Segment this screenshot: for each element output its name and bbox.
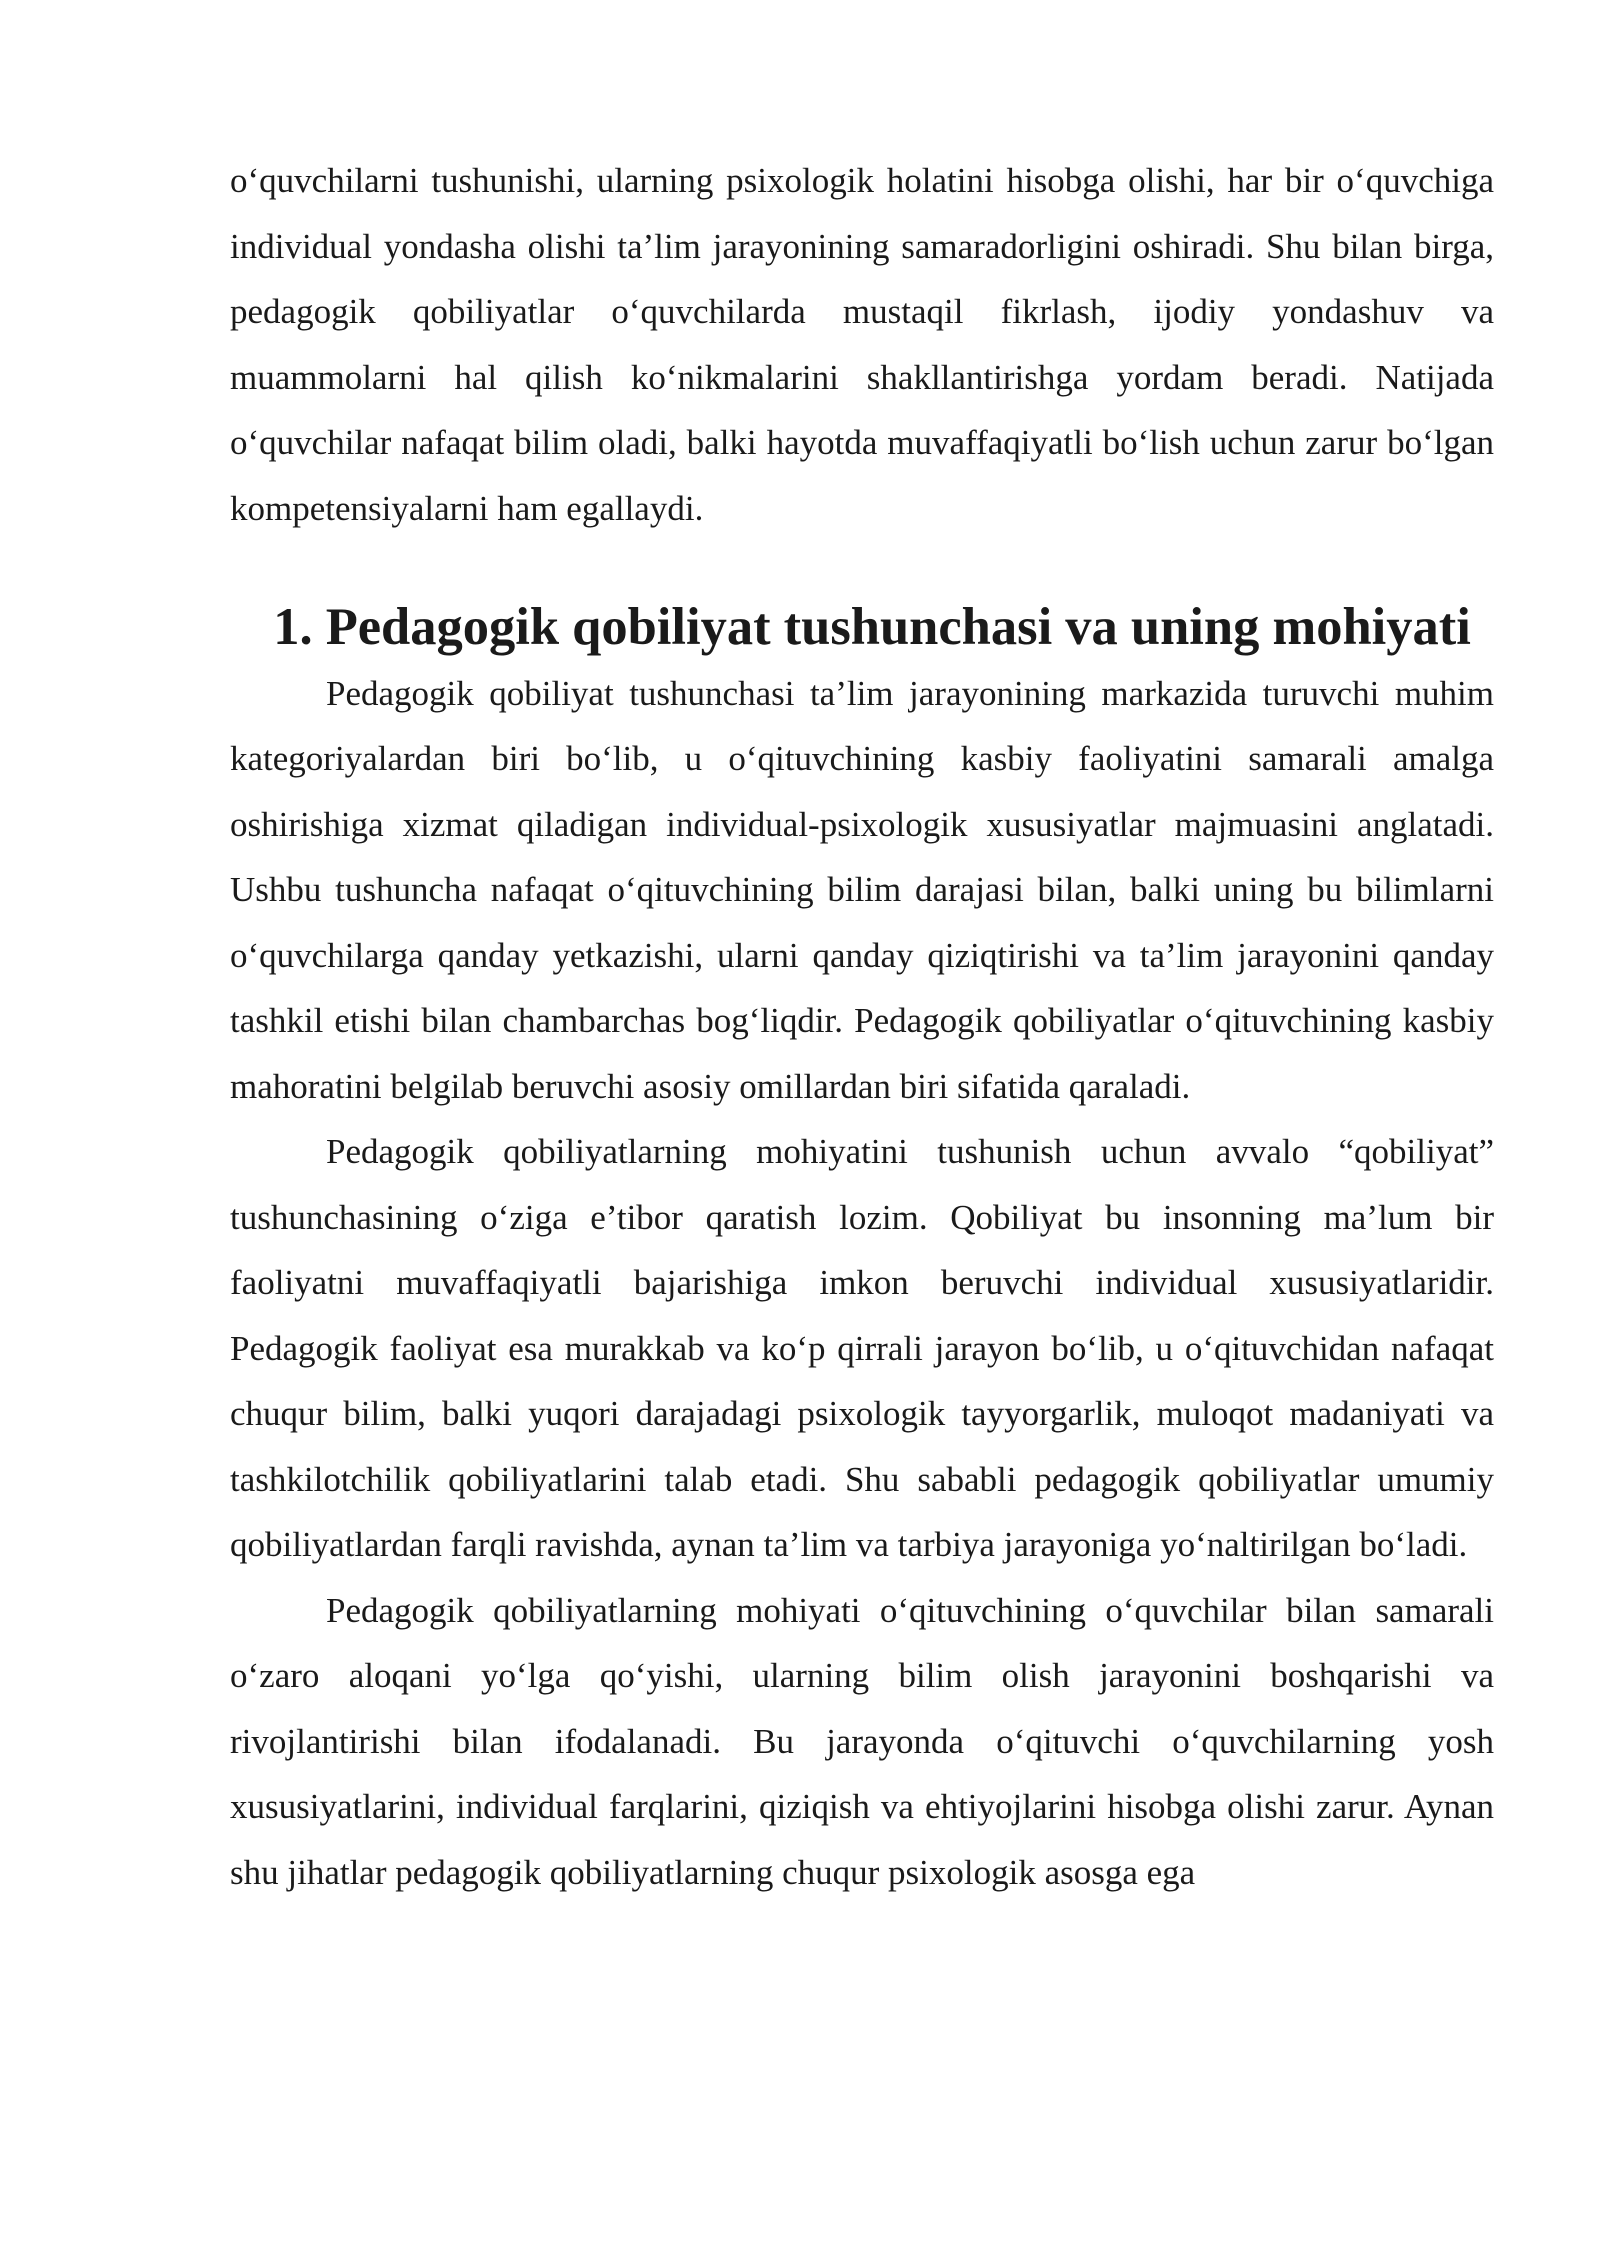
section-heading: 1. Pedagogik qobiliyat tushunchasi va uning mohiyati (273, 598, 1471, 656)
document-body (230, 148, 1494, 1905)
body-paragraph-3: Pedagogik qobiliyatlarning mohiyati o‘qituvchining o‘quvchilar bilan samarali o‘zaro aloqani yo‘lga qo‘yishi, ularning bilim olish jarayonini boshqarishi va rivojlantirishi bilan ifodalanadi. Bu jarayonda o‘qituvchi o‘quvchilarning yosh xususiyatlarini, individual farqlarini, qiziqish va ehtiyojlarini hisobga olishi zarur. Aynan shu jihatlar pedagogik qobiliyatlarning chuqur psixologik asosga ega (230, 1590, 1494, 1892)
intro-paragraph: o‘quvchilarni tushunishi, ularning psixologik holatini hisobga olishi, har bir o‘quvchiga individual yondasha olishi ta’lim jarayonining samaradorligini oshiradi. Shu bilan birga, pedagogik qobiliyatlar o‘quvchilarda mustaqil fikrlash, ijodiy yondashuv va muammolarni hal qilish ko‘nikmalarini shakllantirishga yordam beradi. Natijada o‘quvchilar nafaqat bilim oladi, balki hayotda muvaffaqiyatli bo‘lish uchun zarur bo‘lgan kompetensiyalarni ham egallaydi. (230, 161, 1494, 528)
body-paragraph-2: Pedagogik qobiliyatlarning mohiyatini tushunish uchun avvalo “qobiliyat” tushunchasining o‘ziga e’tibor qaratish lozim. Qobiliyat bu insonning ma’lum bir faoliyatni muvaffaqiyatli bajarishiga imkon beruvchi individual xususiyatlaridir. Pedagogik faoliyat esa murakkab va ko‘p qirrali jarayon bo‘lib, u o‘qituvchidan nafaqat chuqur bilim, balki yuqori darajadagi psixologik tayyorgarlik, muloqot madaniyati va tashkilotchilik qobiliyatlarini talab etadi. Shu sababli pedagogik qobiliyatlar umumiy qobiliyatlardan farqli ravishda, aynan ta’lim va tarbiya jarayoniga yo‘naltirilgan bo‘ladi. (230, 1132, 1494, 1564)
body-paragraph-1: Pedagogik qobiliyat tushunchasi ta’lim jarayonining markazida turuvchi muhim kategoriyalardan biri bo‘lib, u o‘qituvchining kasbiy faoliyatini samarali amalga oshirishiga xizmat qiladigan individual-psixologik xususiyatlar majmuasini anglatadi. Ushbu tushuncha nafaqat o‘qituvchining bilim darajasi bilan, balki uning bu bilimlarni o‘quvchilarga qanday yetkazishi, ularni qanday qiziqtirishi va ta’lim jarayonini qanday tashkil etishi bilan chambarchas bog‘liqdir. Pedagogik qobiliyatlar o‘qituvchining kasbiy mahoratini belgilab beruvchi asosiy omillardan biri sifatida qaraladi. (230, 673, 1494, 1106)
